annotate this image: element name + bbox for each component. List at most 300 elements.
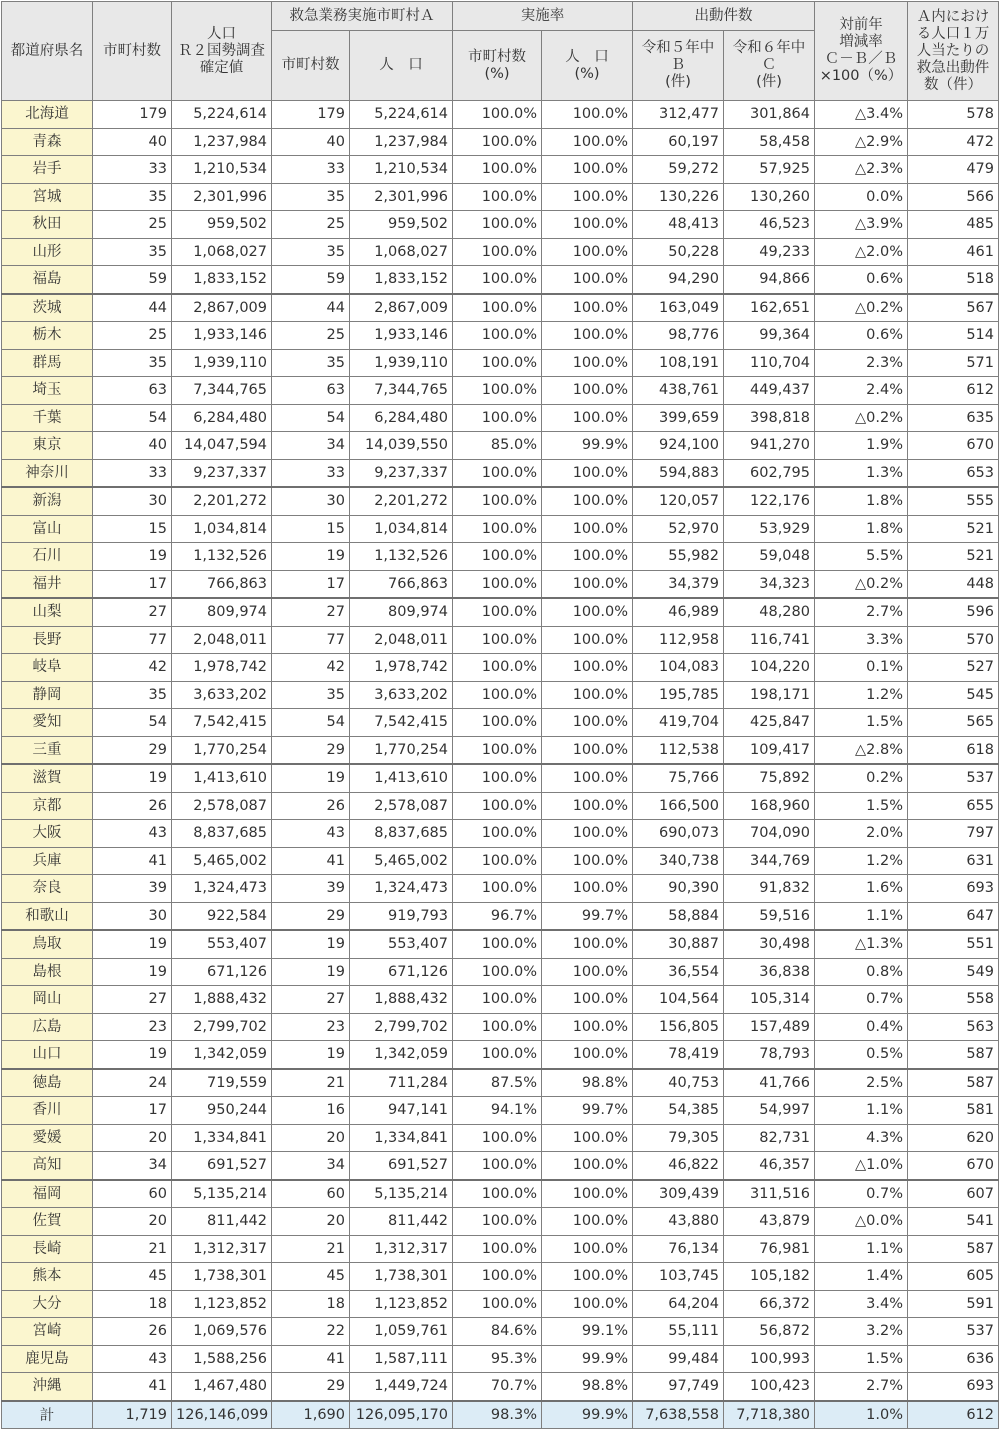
dispatch-r5-cell: 312,477 [633, 101, 724, 129]
rate-municipalities-cell: 100.0% [453, 1152, 542, 1180]
impl-municipalities-cell: 20 [272, 1208, 350, 1236]
population-cell: 1,334,841 [172, 1124, 272, 1152]
impl-population-cell: 1,342,059 [350, 1041, 453, 1069]
table-row [2, 211, 999, 239]
per-10k-cell: 461 [908, 238, 999, 266]
impl-population-cell: 1,312,317 [350, 1235, 453, 1263]
header-per-10k-line3: 人当たりの [916, 42, 990, 59]
change-rate-cell: 1.5% [815, 1345, 908, 1373]
table-row [2, 1373, 999, 1401]
per-10k-cell: 591 [908, 1290, 999, 1318]
per-10k-cell: 596 [908, 598, 999, 626]
per-10k-cell: 567 [908, 294, 999, 322]
municipalities-cell: 35 [93, 349, 172, 377]
impl-municipalities-cell: 44 [272, 294, 350, 322]
change-rate-cell: 0.6% [815, 322, 908, 350]
municipalities-cell: 63 [93, 377, 172, 405]
impl-municipalities-cell: 29 [272, 736, 350, 764]
change-rate-cell: 2.7% [815, 598, 908, 626]
change-rate-cell: △1.0% [815, 1152, 908, 1180]
rate-municipalities-cell: 100.0% [453, 764, 542, 792]
table-row [2, 902, 999, 930]
impl-population-cell: 809,974 [350, 598, 453, 626]
change-rate-cell: △2.0% [815, 238, 908, 266]
rate-municipalities-cell: 94.1% [453, 1097, 542, 1125]
table-row [2, 626, 999, 654]
header-population [172, 2, 272, 101]
table-row [2, 515, 999, 543]
change-rate-cell: 1.5% [815, 792, 908, 820]
header-dispatch-r5 [633, 31, 724, 101]
table-row [2, 570, 999, 598]
table-row [2, 930, 999, 958]
municipalities-cell: 30 [93, 487, 172, 515]
dispatch-r6-cell: 66,372 [724, 1290, 815, 1318]
rate-municipalities-cell: 100.0% [453, 294, 542, 322]
impl-population-cell: 691,527 [350, 1152, 453, 1180]
rate-population-cell: 100.0% [542, 792, 633, 820]
prefecture-cell: 千葉 [2, 404, 93, 432]
dispatch-r5-cell: 43,880 [633, 1208, 724, 1236]
table-row [2, 432, 999, 460]
per-10k-cell: 670 [908, 432, 999, 460]
population-cell: 2,301,996 [172, 183, 272, 211]
change-rate-cell: △3.9% [815, 211, 908, 239]
rate-population-cell: 100.0% [542, 543, 633, 571]
change-rate-cell: 2.3% [815, 349, 908, 377]
dispatch-r5-cell: 163,049 [633, 294, 724, 322]
per-10k-cell: 607 [908, 1180, 999, 1208]
prefecture-cell: 徳島 [2, 1069, 93, 1097]
rate-population-cell: 100.0% [542, 156, 633, 184]
rate-population-cell: 100.0% [542, 875, 633, 903]
impl-municipalities-cell: 22 [272, 1318, 350, 1346]
header-rate-population-line2: (%) [574, 65, 600, 82]
prefecture-cell: 北海道 [2, 101, 93, 129]
table-row [2, 681, 999, 709]
rate-population-cell: 100.0% [542, 598, 633, 626]
table-row [2, 1208, 999, 1236]
emergency-dispatch-table-container [1, 1, 998, 1429]
rate-municipalities-cell: 84.6% [453, 1318, 542, 1346]
municipalities-cell: 18 [93, 1290, 172, 1318]
table-row [2, 1013, 999, 1041]
rate-population-cell: 100.0% [542, 128, 633, 156]
change-rate-cell: 1.9% [815, 432, 908, 460]
emergency-dispatch-table [1, 1, 999, 1429]
dispatch-r6-cell: 162,651 [724, 294, 815, 322]
rate-population-cell: 99.9% [542, 432, 633, 460]
dispatch-r5-cell: 55,982 [633, 543, 724, 571]
impl-population-cell: 553,407 [350, 930, 453, 958]
impl-population-cell: 5,135,214 [350, 1180, 453, 1208]
dispatch-r6-cell: 56,872 [724, 1318, 815, 1346]
impl-municipalities-cell: 54 [272, 404, 350, 432]
rate-municipalities-cell: 100.0% [453, 1041, 542, 1069]
header-municipalities: 市町村数 [93, 2, 172, 101]
prefecture-cell: 岩手 [2, 156, 93, 184]
population-cell: 7,542,415 [172, 709, 272, 737]
table-row [2, 1263, 999, 1291]
dispatch-r6-cell: 57,925 [724, 156, 815, 184]
impl-population-cell: 947,141 [350, 1097, 453, 1125]
table-row [2, 820, 999, 848]
impl-population-cell: 1,034,814 [350, 515, 453, 543]
prefecture-cell: 山口 [2, 1041, 93, 1069]
impl-population-cell: 1,587,111 [350, 1345, 453, 1373]
dispatch-r6-cell: 100,993 [724, 1345, 815, 1373]
per-10k-cell: 485 [908, 211, 999, 239]
population-cell: 691,527 [172, 1152, 272, 1180]
impl-population-cell: 1,978,742 [350, 654, 453, 682]
population-cell: 1,123,852 [172, 1290, 272, 1318]
per-10k-cell: 670 [908, 1152, 999, 1180]
change-rate-cell: 2.0% [815, 820, 908, 848]
impl-municipalities-cell: 34 [272, 432, 350, 460]
impl-population-cell: 3,633,202 [350, 681, 453, 709]
table-row [2, 1069, 999, 1097]
impl-municipalities-cell: 35 [272, 183, 350, 211]
prefecture-cell: 秋田 [2, 211, 93, 239]
impl-municipalities-cell: 19 [272, 930, 350, 958]
dispatch-r5-cell: 78,419 [633, 1041, 724, 1069]
change-rate-cell: 0.2% [815, 764, 908, 792]
per-10k-cell: 555 [908, 487, 999, 515]
rate-population-cell: 99.9% [542, 1345, 633, 1373]
impl-population-cell: 1,888,432 [350, 986, 453, 1014]
impl-municipalities-cell: 41 [272, 847, 350, 875]
municipalities-cell: 34 [93, 1152, 172, 1180]
dispatch-r5-cell: 399,659 [633, 404, 724, 432]
rate-population-cell: 98.8% [542, 1069, 633, 1097]
dispatch-r6-cell: 43,879 [724, 1208, 815, 1236]
prefecture-cell: 大阪 [2, 820, 93, 848]
rate-municipalities-cell: 100.0% [453, 681, 542, 709]
rate-population-cell: 100.0% [542, 294, 633, 322]
per-10k-cell: 565 [908, 709, 999, 737]
impl-population-cell: 14,039,550 [350, 432, 453, 460]
change-rate-cell: 5.5% [815, 543, 908, 571]
rate-population-cell: 99.7% [542, 902, 633, 930]
impl-population-cell: 2,578,087 [350, 792, 453, 820]
change-rate-cell: 0.8% [815, 958, 908, 986]
rate-population-cell: 100.0% [542, 736, 633, 764]
prefecture-cell: 鳥取 [2, 930, 93, 958]
dispatch-r5-cell: 52,970 [633, 515, 724, 543]
population-cell: 950,244 [172, 1097, 272, 1125]
dispatch-r6-cell: 49,233 [724, 238, 815, 266]
header-population-line2: Ｒ２国勢調査 [178, 42, 265, 59]
rate-population-cell: 100.0% [542, 349, 633, 377]
change-rate-cell: △2.9% [815, 128, 908, 156]
prefecture-cell: 熊本 [2, 1263, 93, 1291]
dispatch-r5-cell: 195,785 [633, 681, 724, 709]
dispatch-r6-cell: 301,864 [724, 101, 815, 129]
rate-municipalities-cell: 100.0% [453, 875, 542, 903]
impl-municipalities-cell: 23 [272, 1013, 350, 1041]
impl-municipalities-cell: 16 [272, 1097, 350, 1125]
dispatch-r6-cell: 58,458 [724, 128, 815, 156]
change-rate-cell: 3.3% [815, 626, 908, 654]
per-10k-cell: 693 [908, 875, 999, 903]
dispatch-r5-cell: 104,083 [633, 654, 724, 682]
prefecture-cell: 京都 [2, 792, 93, 820]
population-cell: 14,047,594 [172, 432, 272, 460]
impl-municipalities-cell: 179 [272, 101, 350, 129]
total-rate-municipalities: 98.3% [453, 1401, 542, 1429]
header-dispatch-r5-line1: 令和５年中 [641, 40, 715, 56]
prefecture-cell: 東京 [2, 432, 93, 460]
municipalities-cell: 77 [93, 626, 172, 654]
rate-municipalities-cell: 100.0% [453, 1208, 542, 1236]
dispatch-r5-cell: 50,228 [633, 238, 724, 266]
header-prefecture: 都道府県名 [2, 2, 93, 101]
dispatch-r5-cell: 130,226 [633, 183, 724, 211]
table-row [2, 266, 999, 294]
rate-population-cell: 100.0% [542, 930, 633, 958]
municipalities-cell: 33 [93, 156, 172, 184]
rate-population-cell: 100.0% [542, 847, 633, 875]
per-10k-cell: 797 [908, 820, 999, 848]
rate-population-cell: 98.8% [542, 1373, 633, 1401]
municipalities-cell: 59 [93, 266, 172, 294]
dispatch-r6-cell: 104,220 [724, 654, 815, 682]
impl-municipalities-cell: 26 [272, 792, 350, 820]
municipalities-cell: 19 [93, 543, 172, 571]
header-dispatch-group: 出動件数 [633, 2, 815, 31]
municipalities-cell: 179 [93, 101, 172, 129]
municipalities-cell: 29 [93, 736, 172, 764]
dispatch-r5-cell: 594,883 [633, 459, 724, 487]
population-cell: 1,833,152 [172, 266, 272, 294]
prefecture-cell: 福島 [2, 266, 93, 294]
municipalities-cell: 19 [93, 1041, 172, 1069]
prefecture-cell: 滋賀 [2, 764, 93, 792]
municipalities-cell: 23 [93, 1013, 172, 1041]
impl-population-cell: 1,059,761 [350, 1318, 453, 1346]
total-population: 126,146,099 [172, 1401, 272, 1429]
table-row [2, 183, 999, 211]
impl-municipalities-cell: 30 [272, 487, 350, 515]
per-10k-cell: 612 [908, 377, 999, 405]
population-cell: 1,237,984 [172, 128, 272, 156]
table-row [2, 101, 999, 129]
per-10k-cell: 521 [908, 543, 999, 571]
impl-population-cell: 1,933,146 [350, 322, 453, 350]
table-row [2, 598, 999, 626]
dispatch-r6-cell: 109,417 [724, 736, 815, 764]
prefecture-cell: 鹿児島 [2, 1345, 93, 1373]
rate-population-cell: 100.0% [542, 322, 633, 350]
rate-population-cell: 100.0% [542, 1013, 633, 1041]
impl-population-cell: 2,799,702 [350, 1013, 453, 1041]
table-row [2, 377, 999, 405]
impl-population-cell: 919,793 [350, 902, 453, 930]
per-10k-cell: 655 [908, 792, 999, 820]
impl-population-cell: 1,068,027 [350, 238, 453, 266]
total-impl-municipalities: 1,690 [272, 1401, 350, 1429]
dispatch-r6-cell: 46,357 [724, 1152, 815, 1180]
rate-population-cell: 100.0% [542, 211, 633, 239]
prefecture-cell: 長野 [2, 626, 93, 654]
table-row [2, 404, 999, 432]
table-row [2, 792, 999, 820]
rate-population-cell: 100.0% [542, 1235, 633, 1263]
dispatch-r6-cell: 105,182 [724, 1263, 815, 1291]
table-footer [2, 1401, 999, 1429]
change-rate-cell: 1.6% [815, 875, 908, 903]
impl-population-cell: 9,237,337 [350, 459, 453, 487]
rate-municipalities-cell: 87.5% [453, 1069, 542, 1097]
municipalities-cell: 26 [93, 1318, 172, 1346]
prefecture-cell: 埼玉 [2, 377, 93, 405]
rate-population-cell: 100.0% [542, 764, 633, 792]
dispatch-r5-cell: 309,439 [633, 1180, 724, 1208]
impl-population-cell: 2,048,011 [350, 626, 453, 654]
change-rate-cell: △0.2% [815, 404, 908, 432]
impl-population-cell: 811,442 [350, 1208, 453, 1236]
dispatch-r6-cell: 99,364 [724, 322, 815, 350]
population-cell: 719,559 [172, 1069, 272, 1097]
change-rate-cell: 0.5% [815, 1041, 908, 1069]
impl-municipalities-cell: 27 [272, 598, 350, 626]
per-10k-cell: 537 [908, 1318, 999, 1346]
header-implementing-group: 救急業務実施市町村Ａ [272, 2, 453, 31]
impl-municipalities-cell: 27 [272, 986, 350, 1014]
per-10k-cell: 541 [908, 1208, 999, 1236]
population-cell: 5,224,614 [172, 101, 272, 129]
change-rate-cell: △0.2% [815, 570, 908, 598]
change-rate-cell: 1.1% [815, 902, 908, 930]
total-rate-population: 99.9% [542, 1401, 633, 1429]
prefecture-cell: 茨城 [2, 294, 93, 322]
rate-population-cell: 100.0% [542, 487, 633, 515]
rate-population-cell: 100.0% [542, 654, 633, 682]
rate-population-cell: 100.0% [542, 1208, 633, 1236]
header-dispatch-r6-line1: 令和６年中 [732, 40, 806, 56]
dispatch-r6-cell: 130,260 [724, 183, 815, 211]
per-10k-cell: 566 [908, 183, 999, 211]
per-10k-cell: 581 [908, 1097, 999, 1125]
municipalities-cell: 41 [93, 1373, 172, 1401]
dispatch-r6-cell: 110,704 [724, 349, 815, 377]
prefecture-cell: 大分 [2, 1290, 93, 1318]
change-rate-cell: 0.6% [815, 266, 908, 294]
table-row [2, 986, 999, 1014]
total-per-10k: 612 [908, 1401, 999, 1429]
municipalities-cell: 15 [93, 515, 172, 543]
dispatch-r6-cell: 54,997 [724, 1097, 815, 1125]
table-row [2, 1290, 999, 1318]
municipalities-cell: 19 [93, 930, 172, 958]
dispatch-r5-cell: 419,704 [633, 709, 724, 737]
dispatch-r5-cell: 79,305 [633, 1124, 724, 1152]
municipalities-cell: 43 [93, 1345, 172, 1373]
prefecture-cell: 宮城 [2, 183, 93, 211]
dispatch-r5-cell: 90,390 [633, 875, 724, 903]
impl-population-cell: 1,449,724 [350, 1373, 453, 1401]
rate-municipalities-cell: 100.0% [453, 101, 542, 129]
dispatch-r5-cell: 99,484 [633, 1345, 724, 1373]
per-10k-cell: 551 [908, 930, 999, 958]
prefecture-cell: 福岡 [2, 1180, 93, 1208]
dispatch-r5-cell: 76,134 [633, 1235, 724, 1263]
rate-municipalities-cell: 95.3% [453, 1345, 542, 1373]
header-impl-municipalities: 市町村数 [272, 31, 350, 101]
dispatch-r5-cell: 690,073 [633, 820, 724, 848]
impl-population-cell: 2,301,996 [350, 183, 453, 211]
change-rate-cell: 3.4% [815, 1290, 908, 1318]
dispatch-r5-cell: 94,290 [633, 266, 724, 294]
per-10k-cell: 587 [908, 1069, 999, 1097]
dispatch-r5-cell: 97,749 [633, 1373, 724, 1401]
municipalities-cell: 30 [93, 902, 172, 930]
dispatch-r5-cell: 60,197 [633, 128, 724, 156]
population-cell: 1,888,432 [172, 986, 272, 1014]
change-rate-cell: △3.4% [815, 101, 908, 129]
header-rate-municipalities [453, 31, 542, 101]
per-10k-cell: 570 [908, 626, 999, 654]
impl-population-cell: 1,334,841 [350, 1124, 453, 1152]
rate-municipalities-cell: 100.0% [453, 543, 542, 571]
table-row [2, 1345, 999, 1373]
change-rate-cell: 1.2% [815, 847, 908, 875]
prefecture-cell: 栃木 [2, 322, 93, 350]
prefecture-cell: 静岡 [2, 681, 93, 709]
dispatch-r6-cell: 41,766 [724, 1069, 815, 1097]
population-cell: 1,467,480 [172, 1373, 272, 1401]
impl-municipalities-cell: 21 [272, 1235, 350, 1263]
table-row [2, 1180, 999, 1208]
population-cell: 811,442 [172, 1208, 272, 1236]
dispatch-r6-cell: 30,498 [724, 930, 815, 958]
per-10k-cell: 521 [908, 515, 999, 543]
prefecture-cell: 宮崎 [2, 1318, 93, 1346]
per-10k-cell: 578 [908, 101, 999, 129]
per-10k-cell: 472 [908, 128, 999, 156]
rate-municipalities-cell: 100.0% [453, 515, 542, 543]
population-cell: 2,867,009 [172, 294, 272, 322]
table-row [2, 156, 999, 184]
per-10k-cell: 518 [908, 266, 999, 294]
municipalities-cell: 25 [93, 322, 172, 350]
per-10k-cell: 693 [908, 1373, 999, 1401]
prefecture-cell: 群馬 [2, 349, 93, 377]
per-10k-cell: 653 [908, 459, 999, 487]
per-10k-cell: 448 [908, 570, 999, 598]
header-dispatch-r6-line2: Ｃ [761, 57, 777, 73]
per-10k-cell: 571 [908, 349, 999, 377]
population-cell: 959,502 [172, 211, 272, 239]
table-row [2, 1152, 999, 1180]
population-cell: 6,284,480 [172, 404, 272, 432]
municipalities-cell: 35 [93, 681, 172, 709]
population-cell: 5,135,214 [172, 1180, 272, 1208]
prefecture-cell: 岐阜 [2, 654, 93, 682]
per-10k-cell: 618 [908, 736, 999, 764]
impl-population-cell: 1,413,610 [350, 764, 453, 792]
change-rate-cell: 0.0% [815, 183, 908, 211]
rate-population-cell: 99.7% [542, 1097, 633, 1125]
total-municipalities: 1,719 [93, 1401, 172, 1429]
population-cell: 1,034,814 [172, 515, 272, 543]
prefecture-cell: 兵庫 [2, 847, 93, 875]
change-rate-cell: 0.4% [815, 1013, 908, 1041]
header-dispatch-r5-line3: (件) [665, 74, 691, 90]
population-cell: 809,974 [172, 598, 272, 626]
impl-population-cell: 711,284 [350, 1069, 453, 1097]
prefecture-cell: 山形 [2, 238, 93, 266]
